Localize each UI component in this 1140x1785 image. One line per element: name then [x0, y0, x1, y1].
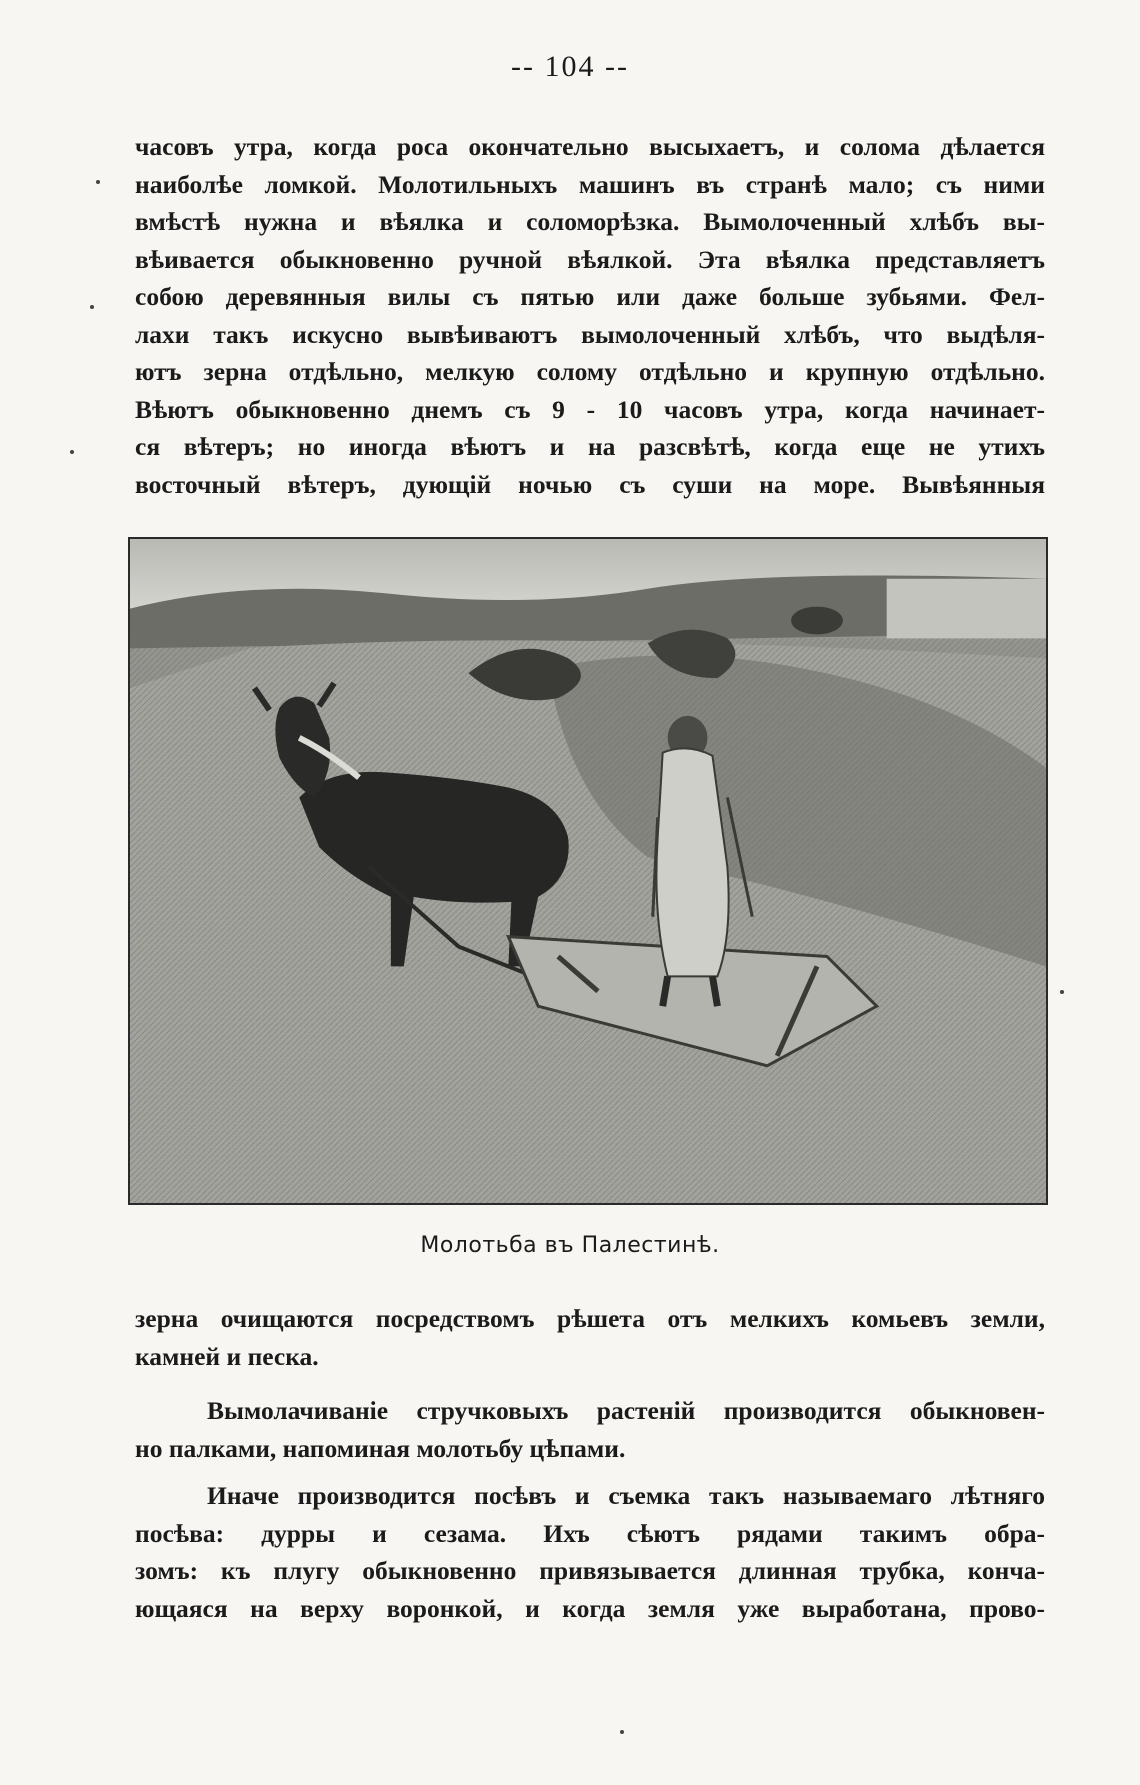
text-line: Вѣютъ обыкновенно днемъ съ 9 - 10 часовъ утра, когда начинает-	[135, 394, 1045, 424]
scan-speck	[70, 450, 74, 454]
text-line: зерна очищаются посредствомъ рѣшета отъ мелкихъ комьевъ земли,	[135, 1304, 1045, 1333]
threshing-illustration	[130, 539, 1046, 1203]
text-line: ющаяся на верху воронкой, и когда земля уже выработана, прово-	[135, 1593, 1045, 1623]
text-line: собою деревянныя вилы съ пятью или даже больше зубьями. Фел-	[135, 282, 1045, 311]
figure-caption: Молотьба въ Палестинѣ.	[420, 1233, 720, 1258]
figure-threshing-photo	[128, 537, 1048, 1205]
paragraph-1	[135, 128, 1045, 503]
text-line: камней и песка.	[135, 1341, 319, 1371]
scan-speck	[96, 180, 100, 184]
text-line: наиболѣе ломкой. Молотильныхъ машинъ въ странѣ мало; съ ними	[135, 169, 1045, 199]
scan-speck	[90, 305, 94, 309]
scan-speck	[620, 1730, 624, 1734]
text-line: Вымолачиваніе стручковыхъ растеній производится обыкновен-	[207, 1396, 1045, 1425]
text-line: вѣивается обыкновенно ручной вѣялкой. Эта вѣялка представляетъ	[135, 244, 1045, 274]
paragraph-3	[135, 1392, 1045, 1467]
scan-speck	[1060, 990, 1064, 994]
text-line: часовъ утра, когда роса окончательно высыхаетъ, и солома дѣлается	[135, 132, 1045, 161]
text-line: Иначе производится посѣвъ и съемка такъ называемаго лѣтняго	[207, 1481, 1045, 1510]
page-number: -- 104 --	[511, 50, 629, 83]
text-line: зомъ: къ плугу обыкновенно привязывается длинная трубка, конча-	[135, 1556, 1045, 1585]
text-line: вмѣстѣ нужна и вѣялка и соломорѣзка. Вымолоченный хлѣбъ вы-	[135, 207, 1045, 236]
text-line: посѣва: дурры и сезама. Ихъ сѣютъ рядами такимъ обра-	[135, 1518, 1045, 1548]
paragraph-2	[135, 1300, 1045, 1375]
text-line: ся вѣтеръ; но иногда вѣютъ и на разсвѣтѣ, когда еще не утихъ	[135, 432, 1045, 461]
text-line: ютъ зерна отдѣльно, мелкую солому отдѣльно и крупную отдѣльно.	[135, 357, 1045, 386]
text-line: восточный вѣтеръ, дующій ночью съ суши на море. Вывѣянныя	[135, 469, 1045, 499]
text-line: лахи такъ искусно вывѣиваютъ вымолоченный хлѣбъ, что выдѣля-	[135, 319, 1045, 349]
text-line: но палками, напоминая молотьбу цѣпами.	[135, 1433, 626, 1463]
paragraph-4	[135, 1477, 1045, 1627]
